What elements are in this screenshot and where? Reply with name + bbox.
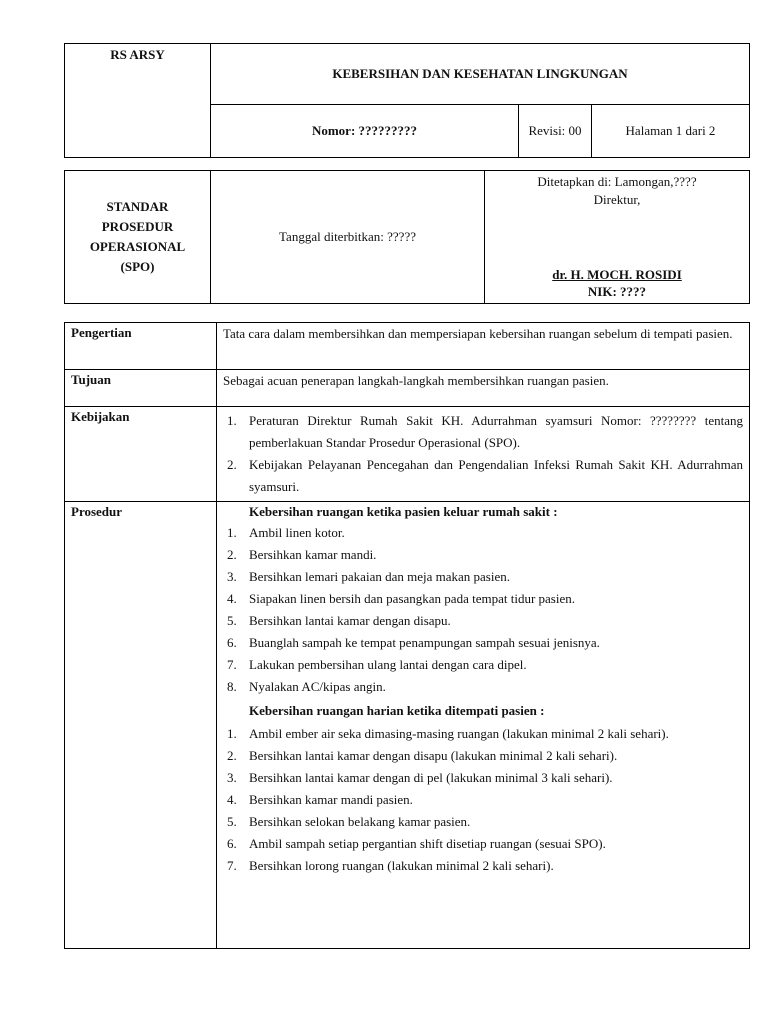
prosedur-2-item: Bersihkan selokan belakang kamar pasien. (249, 814, 471, 830)
list-item: 8. Nyalakan AC/kipas angin. (227, 679, 386, 694)
director-nik: NIK: ???? (587, 284, 647, 299)
document-number: Nomor: ????????? (211, 105, 519, 158)
body-table (64, 322, 750, 949)
list-item: 2. Kebijakan Pelayanan Pencegahan dan Pengendalian Infeksi Rumah Sakit KH. Adurrahman syamsuri. (227, 457, 743, 494)
spo-line-2: PROSEDUR (101, 219, 174, 234)
list-item: 1. Ambil linen kotor. (227, 525, 345, 540)
list-item: 3. Bersihkan lemari pakaian dan meja makan pasien. (227, 569, 510, 584)
prosedur-2-item: Ambil sampah setiap pergantian shift disetiap ruangan (sesuai SPO). (249, 836, 606, 852)
prosedur-subheading-2: Kebersihan ruangan harian ketika ditempati pasien : (249, 703, 545, 718)
list-item: 1. Peraturan Direktur Rumah Sakit KH. Adurrahman syamsuri Nomor: ???????? tentang pemberlakuan Standar Prosedur Operasional (SPO). (227, 413, 743, 450)
spo-label (65, 171, 211, 304)
list-item: 4. Bersihkan kamar mandi pasien. (227, 792, 413, 808)
prosedur-1-item: Bersihkan lemari pakaian dan meja makan pasien. (249, 569, 510, 584)
spo-line-4: (SPO) (120, 259, 155, 274)
prosedur-2-item: Ambil ember air seka dimasing-masing ruangan (lakukan minimal 2 kali sehari). (249, 726, 669, 742)
list-item: 5. Bersihkan selokan belakang kamar pasien. (227, 814, 471, 830)
list-item: 6. Ambil sampah setiap pergantian shift disetiap ruangan (sesuai SPO). (227, 836, 606, 852)
prosedur-2-item: Bersihkan lantai kamar dengan di pel (lakukan minimal 3 kali sehari). (249, 770, 613, 786)
prosedur-label: Prosedur (65, 502, 217, 949)
issue-date: Tanggal diterbitkan: ????? (211, 171, 485, 304)
kebijakan-cell (217, 407, 750, 502)
prosedur-1-item: Buanglah sampah ke tempat penampungan sampah sesuai jenisnya. (249, 635, 600, 650)
prosedur-1-item: Lakukan pembersihan ulang lantai dengan cara dipel. (249, 657, 527, 672)
pengertian-label: Pengertian (65, 323, 217, 370)
prosedur-2-item: Bersihkan kamar mandi pasien. (249, 792, 413, 808)
prosedur-1-item: Ambil linen kotor. (249, 525, 345, 540)
prosedur-2-item: Bersihkan lorong ruangan (lakukan minimal 2 kali sehari). (249, 858, 554, 874)
list-item: 4. Siapakan linen bersih dan pasangkan pada tempat tidur pasien. (227, 591, 575, 606)
pengertian-text: Tata cara dalam membersihkan dan mempersiapan kebersihan ruangan sebelum di tempati pasien. (217, 323, 750, 370)
spo-line-3: OPERASIONAL (89, 239, 186, 254)
revision: Revisi: 00 (519, 105, 592, 158)
prosedur-1-item: Siapakan linen bersih dan pasangkan pada tempat tidur pasien. (249, 591, 575, 606)
director-title: Direktur, (593, 192, 641, 207)
prosedur-1-item: Nyalakan AC/kipas angin. (249, 679, 386, 694)
list-item: 3. Bersihkan lantai kamar dengan di pel (lakukan minimal 3 kali sehari). (227, 770, 613, 786)
prosedur-subheading-1: Kebersihan ruangan ketika pasien keluar rumah sakit : (249, 504, 558, 519)
list-item: 7. Bersihkan lorong ruangan (lakukan minimal 2 kali sehari). (227, 858, 554, 874)
prosedur-2-item: Bersihkan lantai kamar dengan disapu (lakukan minimal 2 kali sehari). (249, 748, 618, 764)
list-item: 1. Ambil ember air seka dimasing-masing ruangan (lakukan minimal 2 kali sehari). (227, 726, 669, 742)
kebijakan-item-1: Peraturan Direktur Rumah Sakit KH. Adurrahman syamsuri Nomor: ???????? tentang pemberlakuan Standar Prosedur Operasional (SPO). (249, 413, 743, 450)
director-name: dr. H. MOCH. ROSIDI (552, 267, 682, 282)
tujuan-label: Tujuan (65, 370, 217, 407)
list-item: 7. Lakukan pembersihan ulang lantai dengan cara dipel. (227, 657, 527, 672)
prosedur-1-item: Bersihkan kamar mandi. (249, 547, 377, 562)
approval-block (485, 171, 750, 304)
document-title: KEBERSIHAN DAN KESEHATAN LINGKUNGAN (211, 44, 750, 105)
page-count: Halaman 1 dari 2 (592, 105, 750, 158)
list-item: 2. Bersihkan kamar mandi. (227, 547, 377, 562)
prosedur-1-item: Bersihkan lantai kamar dengan disapu. (249, 613, 451, 628)
kebijakan-item-2: Kebijakan Pelayanan Pencegahan dan Pengendalian Infeksi Rumah Sakit KH. Adurrahman syamsuri. (249, 457, 743, 494)
kebijakan-label: Kebijakan (65, 407, 217, 502)
hospital-name: RS ARSY (65, 44, 211, 158)
spo-line-1: STANDAR (106, 199, 169, 214)
list-item: 5. Bersihkan lantai kamar dengan disapu. (227, 613, 451, 628)
header-table (64, 43, 750, 158)
spo-table (64, 170, 750, 304)
approval-place: Ditetapkan di: Lamongan,???? (537, 174, 697, 189)
list-item: 6. Buanglah sampah ke tempat penampungan sampah sesuai jenisnya. (227, 635, 600, 650)
tujuan-text: Sebagai acuan penerapan langkah-langkah membersihkan ruangan pasien. (217, 370, 750, 407)
list-item: 2. Bersihkan lantai kamar dengan disapu (lakukan minimal 2 kali sehari). (227, 748, 618, 764)
prosedur-cell (217, 502, 750, 949)
